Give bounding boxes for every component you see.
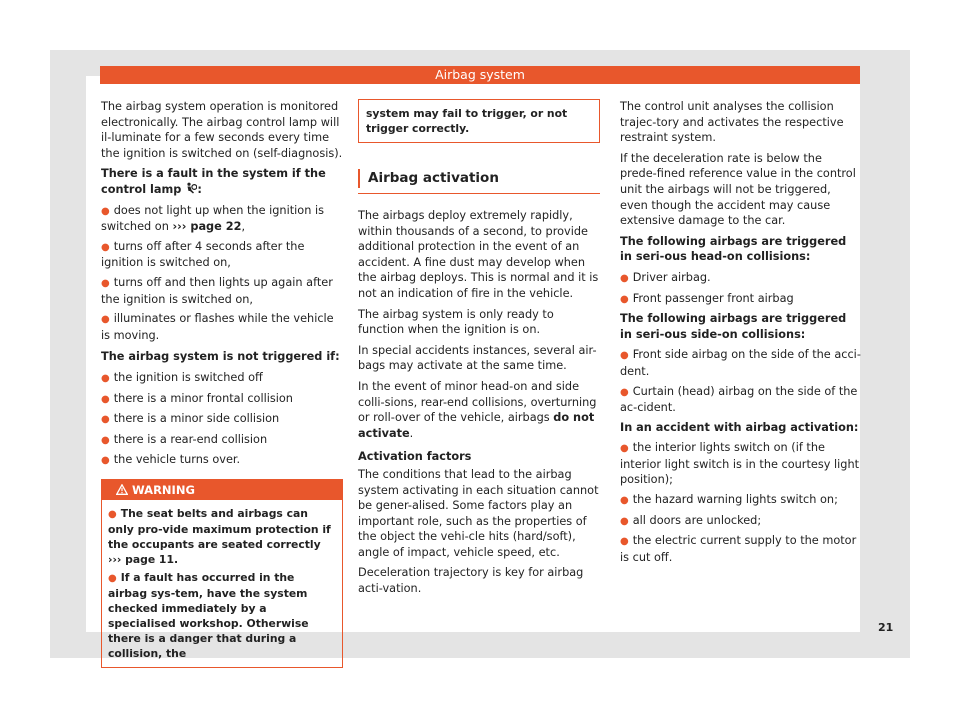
- activation-p4: In the event of minor head-on and side colli-sions, rear-end collisions, overturning or roll-over of the vehicle, airbags do not activate.: [358, 379, 597, 440]
- control-unit-p1: The control unit analyses the collision trajec-tory and activates the respective restraint system.: [620, 100, 844, 145]
- bullet-icon: ●: [101, 393, 110, 405]
- column-1: [101, 99, 343, 668]
- page-link[interactable]: ››› page 11: [108, 552, 174, 566]
- column-2: [358, 99, 600, 602]
- page-link[interactable]: ››› page 22: [172, 220, 242, 234]
- bullet-icon: ●: [620, 350, 629, 362]
- not-triggered-item: ● the ignition is switched off: [101, 370, 263, 384]
- page-number: 21: [878, 621, 894, 634]
- bullet-icon: ●: [101, 205, 110, 217]
- accident-item: ● all doors are unlocked;: [620, 513, 762, 527]
- fault-item: ● illuminates or flashes while the vehicle is moving.: [101, 312, 334, 342]
- activation-p1: The airbags deploy extremely rapidly, within thousands of a second, to provide additional protection in the event of an accident. A fine dust may develop when the airbag deploys. This is normal and it is not an indication of fire in the vehicle.: [358, 209, 599, 300]
- intro-paragraph: The airbag system operation is monitored electronically. The airbag control lamp will il-luminate for a few seconds every time the ignition is switched on (self-diagnosis).: [101, 100, 343, 160]
- sideon-item: ● Curtain (head) airbag on the side of the ac-cident.: [620, 384, 858, 415]
- headon-heading: The following airbags are triggered in seri-ous head-on collisions:: [620, 234, 847, 264]
- bullet-icon: ●: [108, 572, 117, 584]
- section-title: Airbag activation: [358, 167, 600, 189]
- not-triggered-heading: The airbag system is not triggered if:: [101, 350, 340, 364]
- warning-item-2: ● If a fault has occurred in the airbag sys-tem, have the system checked immediately by a specialised workshop. Otherwise there is a danger that during a collision, the: [108, 570, 309, 660]
- bullet-icon: ●: [101, 241, 110, 253]
- headon-list: [620, 270, 862, 307]
- control-unit-p2: If the deceleration rate is below the prede-fined reference value in the control unit the airbags will not be triggered, even though the accident may cause extensive damage to the car.: [620, 151, 856, 228]
- bullet-icon: ●: [101, 455, 110, 467]
- not-triggered-item: ● there is a minor side collision: [101, 412, 280, 426]
- fault-list: [101, 203, 343, 344]
- bullet-icon: ●: [101, 277, 110, 289]
- section-header: Airbag system: [100, 66, 860, 84]
- sideon-heading: The following airbags are triggered in seri-ous side-on collisions:: [620, 312, 847, 341]
- accident-list: [620, 440, 862, 565]
- bullet-icon: ●: [101, 314, 110, 326]
- column-3: [620, 99, 862, 569]
- factors-p6: Deceleration trajectory is key for airbag acti-vation.: [358, 566, 584, 596]
- warning-label: WARNING: [132, 482, 195, 497]
- factors-heading: Activation factors: [358, 450, 472, 464]
- not-triggered-item: ● there is a minor frontal collision: [101, 391, 293, 405]
- bullet-icon: ●: [620, 515, 629, 527]
- bullet-icon: ●: [101, 372, 110, 384]
- accident-item: ● the electric current supply to the motor is cut off.: [620, 534, 857, 564]
- accident-item: ● the hazard warning lights switch on;: [620, 493, 838, 507]
- warning-triangle-icon: [116, 484, 128, 495]
- accident-item: ● the interior lights switch on (if the interior light switch is in the courtesy light position);: [620, 441, 860, 487]
- bullet-icon: ●: [101, 414, 110, 426]
- activation-p3: In special accidents instances, several air-bags may activate at the same time.: [358, 343, 597, 373]
- activation-p2: The airbag system is only ready to function when the ignition is on.: [358, 307, 554, 337]
- factors-p5: The conditions that lead to the airbag system activating in each situation cannot be gener-alised. Some factors play an important role, such as the properties of the object the vehi-cle hits (hard/soft), angle of impact, vehicle speed, etc.: [358, 467, 599, 559]
- warning-box: [101, 479, 343, 668]
- not-triggered-list: [101, 370, 343, 469]
- bullet-icon: ●: [101, 434, 110, 446]
- bullet-icon: ●: [620, 495, 629, 507]
- bullet-icon: ●: [620, 272, 629, 284]
- not-triggered-item: ● the vehicle turns over.: [101, 453, 241, 467]
- fault-item: ● does not light up when the ignition is switched on ››› page 22,: [101, 203, 324, 234]
- warning-header: [102, 480, 342, 500]
- warning-item-1: ● The seat belts and airbags can only pro-vide maximum protection if the occupants are seated correctly ››› page 11.: [108, 506, 331, 566]
- airbag-lamp-icon: [185, 182, 197, 194]
- fault-item: ● turns off and then lights up again after the ignition is switched on,: [101, 275, 333, 306]
- fault-item: ● turns off after 4 seconds after the ignition is switched on,: [101, 239, 305, 270]
- bullet-icon: ●: [620, 443, 629, 455]
- headon-item: ● Driver airbag.: [620, 270, 711, 284]
- fault-heading: There is a fault in the system if the control lamp :: [101, 167, 326, 196]
- sideon-list: [620, 347, 862, 415]
- not-triggered-item: ● there is a rear-end collision: [101, 432, 268, 446]
- bullet-icon: ●: [620, 536, 629, 548]
- accident-heading: In an accident with airbag activation:: [620, 420, 859, 434]
- bullet-icon: ●: [620, 386, 629, 398]
- headon-item: ● Front passenger front airbag: [620, 291, 794, 305]
- bullet-icon: ●: [620, 293, 629, 305]
- warning-continuation: system may fail to trigger, or not trigger correctly.: [358, 99, 600, 143]
- sideon-item: ● Front side airbag on the side of the acci-dent.: [620, 348, 861, 378]
- bullet-icon: ●: [108, 508, 117, 520]
- section-rule: [358, 193, 600, 194]
- warning-body: [102, 500, 342, 667]
